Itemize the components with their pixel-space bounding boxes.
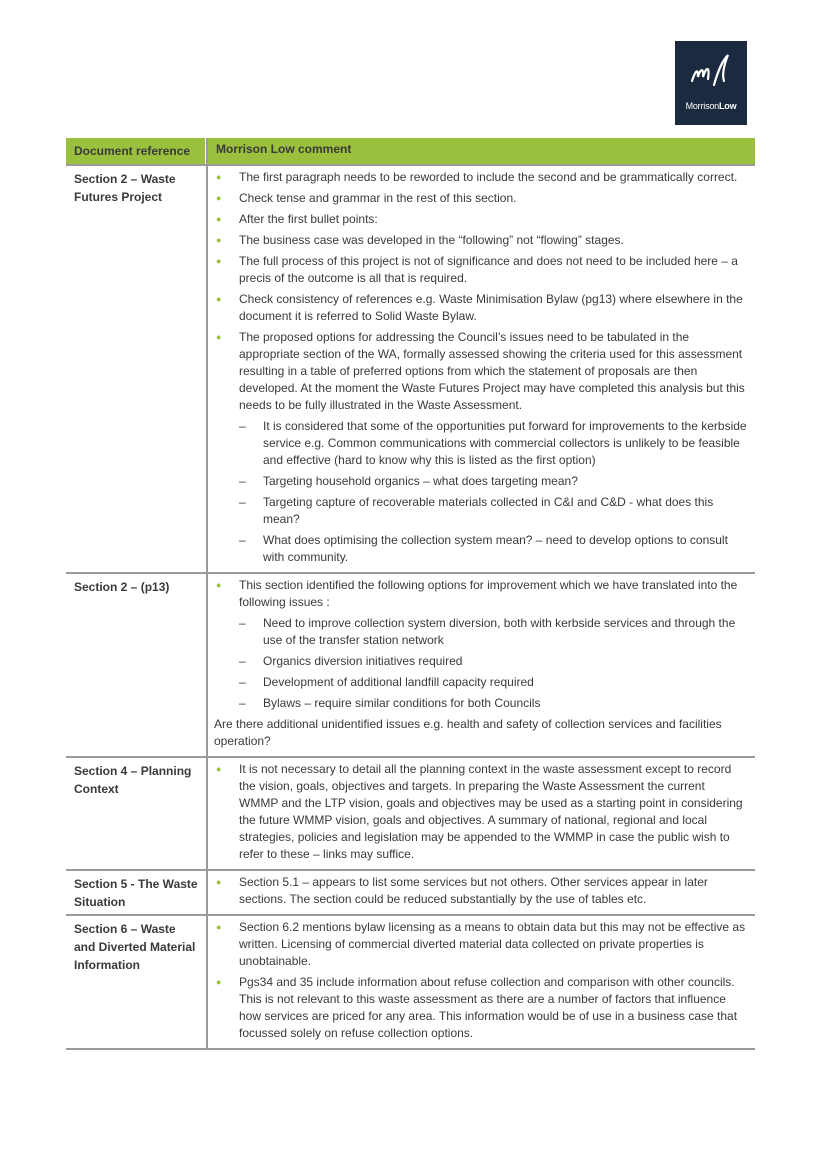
bullet-item: ● After the first bullet points:: [216, 212, 378, 226]
sub-item: – Targeting household organics – what does targeting mean?: [239, 474, 578, 488]
header-document-reference: Document reference: [66, 138, 206, 164]
document-reference: Section 4 – Planning Context: [74, 764, 192, 796]
table-row: [66, 869, 755, 914]
ml-logo-mark-icon: [688, 51, 734, 91]
morrison-low-logo: [675, 41, 747, 125]
table-header: [66, 138, 755, 164]
bullet-item: ● The proposed options for addressing the Council’s issues need to be tabulated in the appropriate section of the WA, formally assessed showing the criteria used for this assessment resulting in a table of preferred options from which the statement of proposals are then developed. At the moment the Waste Futures Project may have completed this analysis but this needs to be fully illustrated in the Waste Assessment.: [216, 330, 745, 412]
document-reference: Section 2 – (p13): [74, 580, 170, 594]
table-row: [66, 164, 755, 572]
bullet-item: ● The full process of this project is not of significance and does not need to be included here – a precis of the outcome is all that is required.: [216, 254, 738, 285]
document-reference: Section 5 - The Waste Situation: [74, 877, 198, 909]
comment-cell: [206, 871, 755, 914]
bullet-item: ● The business case was developed in the “following” not “flowing” stages.: [216, 233, 624, 247]
bullet-item: ● This section identified the following options for improvement which we have translated into the following issues :: [216, 578, 738, 609]
sub-item: – What does optimising the collection system mean? – need to develop options to consult with community.: [239, 533, 728, 564]
table-row: [66, 572, 755, 756]
sub-item: – Need to improve collection system diversion, both with kerbside services and through the use of the transfer station network: [239, 616, 736, 647]
sub-item: – Development of additional landfill capacity required: [239, 675, 534, 689]
logo-wordmark: MorrisonLow: [685, 101, 737, 111]
comment-note: Are there additional unidentified issues e.g. health and safety of collection services and facilities operation?: [214, 717, 722, 748]
review-comments-table: [66, 138, 755, 1050]
bullet-item: ● Check tense and grammar in the rest of this section.: [216, 191, 517, 205]
comment-cell: [206, 758, 755, 869]
sub-item: – Targeting capture of recoverable materials collected in C&I and C&D - what does this mean?: [239, 495, 714, 526]
sub-item: – Bylaws – require similar conditions for both Councils: [239, 696, 541, 710]
comment-cell: [206, 916, 755, 1048]
comment-cell: [206, 166, 755, 572]
bullet-item: ● Check consistency of references e.g. Waste Minimisation Bylaw (pg13) where elsewhere in the document it is referred to Solid Waste Bylaw.: [216, 292, 743, 323]
comment-cell: [206, 574, 755, 756]
bullet-item: ● Section 5.1 – appears to list some services but not others. Other services appear in later sections. The section could be reduced substantially by the use of tables etc.: [216, 875, 708, 906]
table-row: [66, 756, 755, 869]
bullet-item: ● Pgs34 and 35 include information about refuse collection and comparison with other councils. This is not relevant to this waste assessment as there are a number of factors that influence how services are priced for any area. This information would be of use in a business case that focussed solely on refuse collection options.: [216, 975, 738, 1040]
document-reference: Section 6 – Waste and Diverted Material Information: [74, 922, 196, 972]
bullet-item: ● The first paragraph needs to be reworded to include the second and be grammatically correct.: [216, 170, 738, 184]
header-morrison-low-comment: Morrison Low comment: [206, 138, 755, 164]
sub-item: – It is considered that some of the opportunities put forward for improvements to the kerbside service e.g. Common communications with commercial collectors is unlikely to be feasible and effective (hard to know why this is listed as the first option): [239, 419, 747, 467]
document-reference: Section 2 – Waste Futures Project: [74, 172, 176, 204]
sub-item: – Organics diversion initiatives required: [239, 654, 463, 668]
bullet-item: ● It is not necessary to detail all the planning context in the waste assessment except to record the vision, goals, objectives and targets. In preparing the Waste Assessment the current WMMP and the LTP vision, goals and objectives may be used as a starting point in considering the future WMMP vision, goals and objectives. A summary of national, regional and local strategies, policies and legislation may be appended to the WMMP in case the public wish to refer to these – links may suffice.: [216, 762, 743, 861]
table-row: [66, 914, 755, 1048]
bullet-item: ● Section 6.2 mentions bylaw licensing as a means to obtain data but this may not be effective as written. Licensing of commercial diverted material data collected on private properties is unobtainable.: [216, 920, 746, 968]
